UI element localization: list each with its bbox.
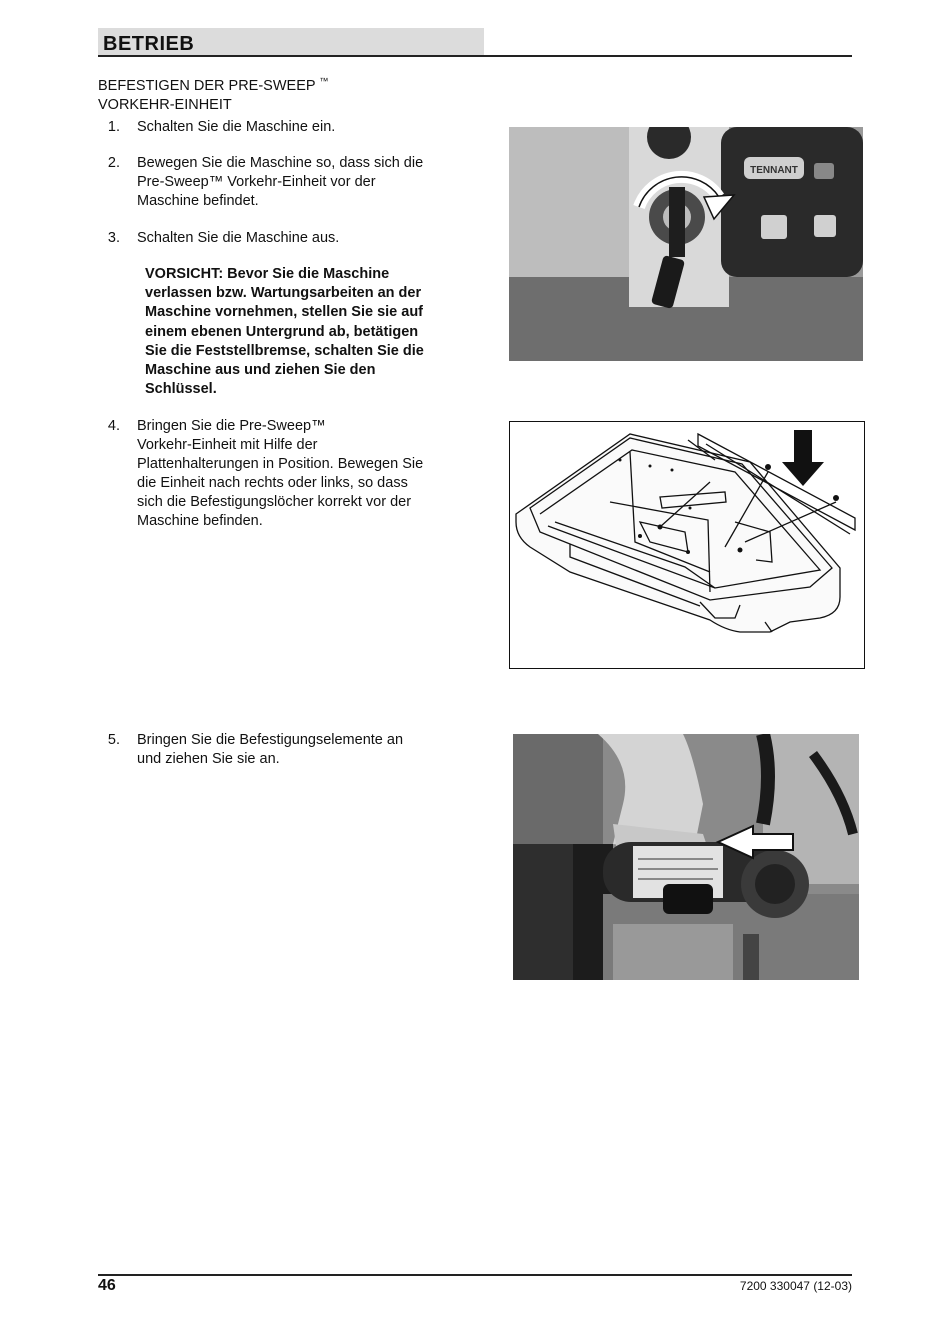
- step-1: [98, 118, 478, 138]
- caution-line: Maschine vornehmen, stellen Sie sie auf: [145, 304, 424, 321]
- caution-line: verlassen bzw. Wartungsarbeiten an der: [145, 285, 422, 302]
- step-line: Maschine befindet.: [137, 193, 259, 209]
- step-line: Pre-Sweep™ Vorkehr-Einheit vor der: [137, 174, 376, 190]
- step-number: 2.: [107, 155, 120, 171]
- ignition-key-photo-image: [509, 127, 863, 361]
- section-title-line1: BEFESTIGEN DER PRE-SWEEP: [98, 77, 316, 94]
- fastener-mounting-photo: [513, 734, 859, 980]
- step-line: die Einheit nach rechts oder links, so dass: [137, 475, 408, 491]
- caution-line: VORSICHT: Bevor Sie die Maschine: [145, 266, 390, 282]
- step-4: [98, 417, 478, 533]
- step-line: Maschine befinden.: [137, 513, 263, 529]
- caution-line: Sie die Feststellbremse, schalten Sie die: [145, 342, 424, 359]
- step-number: 5.: [107, 732, 120, 748]
- step-line: Bewegen Sie die Maschine so, dass sich die: [137, 155, 424, 171]
- header-divider: [98, 55, 852, 57]
- section-title-line2: VORKEHR-EINHEIT: [98, 96, 232, 113]
- step-line: Bringen Sie die Pre-Sweep™: [137, 418, 326, 434]
- step-number: 1.: [107, 119, 120, 135]
- step-number: 4.: [107, 418, 120, 434]
- caution-line: Maschine aus und ziehen Sie den: [145, 362, 376, 379]
- footer-divider: [98, 1274, 852, 1276]
- tennant-logo-text: TENNANT: [750, 165, 798, 176]
- ignition-key-photo: [509, 127, 863, 361]
- step-number: 3.: [107, 230, 120, 246]
- step-5: [98, 731, 478, 771]
- chapter-title: BETRIEB: [103, 33, 195, 55]
- step-3: [98, 229, 478, 249]
- caution-notice: [145, 265, 465, 399]
- pre-sweep-mounting-diagram: [509, 421, 865, 669]
- step-text: [137, 731, 403, 769]
- caution-line: Schlüssel.: [145, 381, 217, 398]
- step-line: und ziehen Sie sie an.: [137, 751, 280, 767]
- trademark-symbol: ™: [319, 76, 329, 86]
- step-text: [137, 229, 339, 248]
- section-title: [98, 72, 478, 115]
- step-text: [137, 154, 423, 211]
- step-line: Bringen Sie die Befestigungselemente an: [137, 732, 404, 748]
- step-2: [98, 154, 478, 214]
- step-line: Schalten Sie die Maschine aus.: [137, 230, 340, 246]
- step-line: Vorkehr-Einheit mit Hilfe der: [137, 437, 318, 453]
- document-code: 7200 330047 (12-03): [739, 1279, 852, 1293]
- step-line: Schalten Sie die Maschine ein.: [137, 119, 336, 135]
- step-line: sich die Befestigungslöcher korrekt vor der: [137, 494, 412, 510]
- step-line: Plattenhalterungen in Position. Bewegen Sie: [137, 456, 424, 472]
- page-number: 46: [98, 1277, 116, 1294]
- fastener-mounting-photo-image: [513, 734, 859, 980]
- caution-line: einem ebenen Untergrund ab, betätigen: [145, 323, 419, 340]
- step-text: [137, 417, 423, 531]
- step-text: [137, 118, 335, 137]
- mounting-diagram-drawing: [510, 422, 864, 668]
